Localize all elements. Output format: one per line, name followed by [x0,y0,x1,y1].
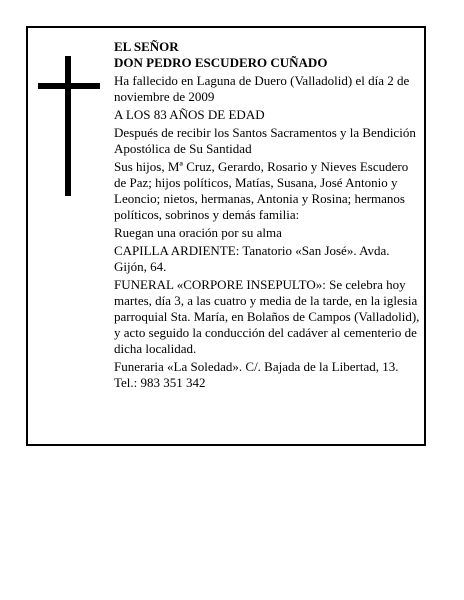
cross-horizontal-bar [38,83,100,89]
notice-death-info: Ha fallecido en Laguna de Duero (Valladolid) el día 2 de noviembre de 2009 [114,73,410,104]
notice-funeral-home: Funeraria «La Soledad». C/. Bajada de la Libertad, 13. Tel.: 983 351 342 [114,359,399,390]
cross-icon [38,56,100,196]
notice-chapel: CAPILLA ARDIENTE: Tanatorio «San José». Avda. Gijón, 64. [114,243,390,274]
notice-funeral: FUNERAL «CORPORE INSEPULTO»: Se celebra hoy martes, día 3, a las cuatro y media de la tarde, en la iglesia parroquial Sta. María, en Bolaños de Campos (Valladolid), y acto seguido la conducción del cadáver al cementerio de dicha localidad. [114,277,420,356]
notice-prayer: Ruegan una oración por su alma [114,225,282,240]
notice-honorific: EL SEÑOR [114,39,179,54]
notice-age: A LOS 83 AÑOS DE EDAD [114,107,265,122]
notice-sacraments: Después de recibir los Santos Sacramentos y la Bendición Apostólica de Su Santidad [114,125,416,156]
notice-family: Sus hijos, Mª Cruz, Gerardo, Rosario y Nieves Escudero de Paz; hijos políticos, Matías, Susana, José Antonio y Leoncio; nietos, hermanas, Antonia y Rosina; hermanos políticos, sobrinos y demás familia: [114,159,409,222]
cross-vertical-bar [65,56,71,196]
notice-body [114,39,420,393]
notice-deceased-name: DON PEDRO ESCUDERO CUÑADO [114,55,328,70]
